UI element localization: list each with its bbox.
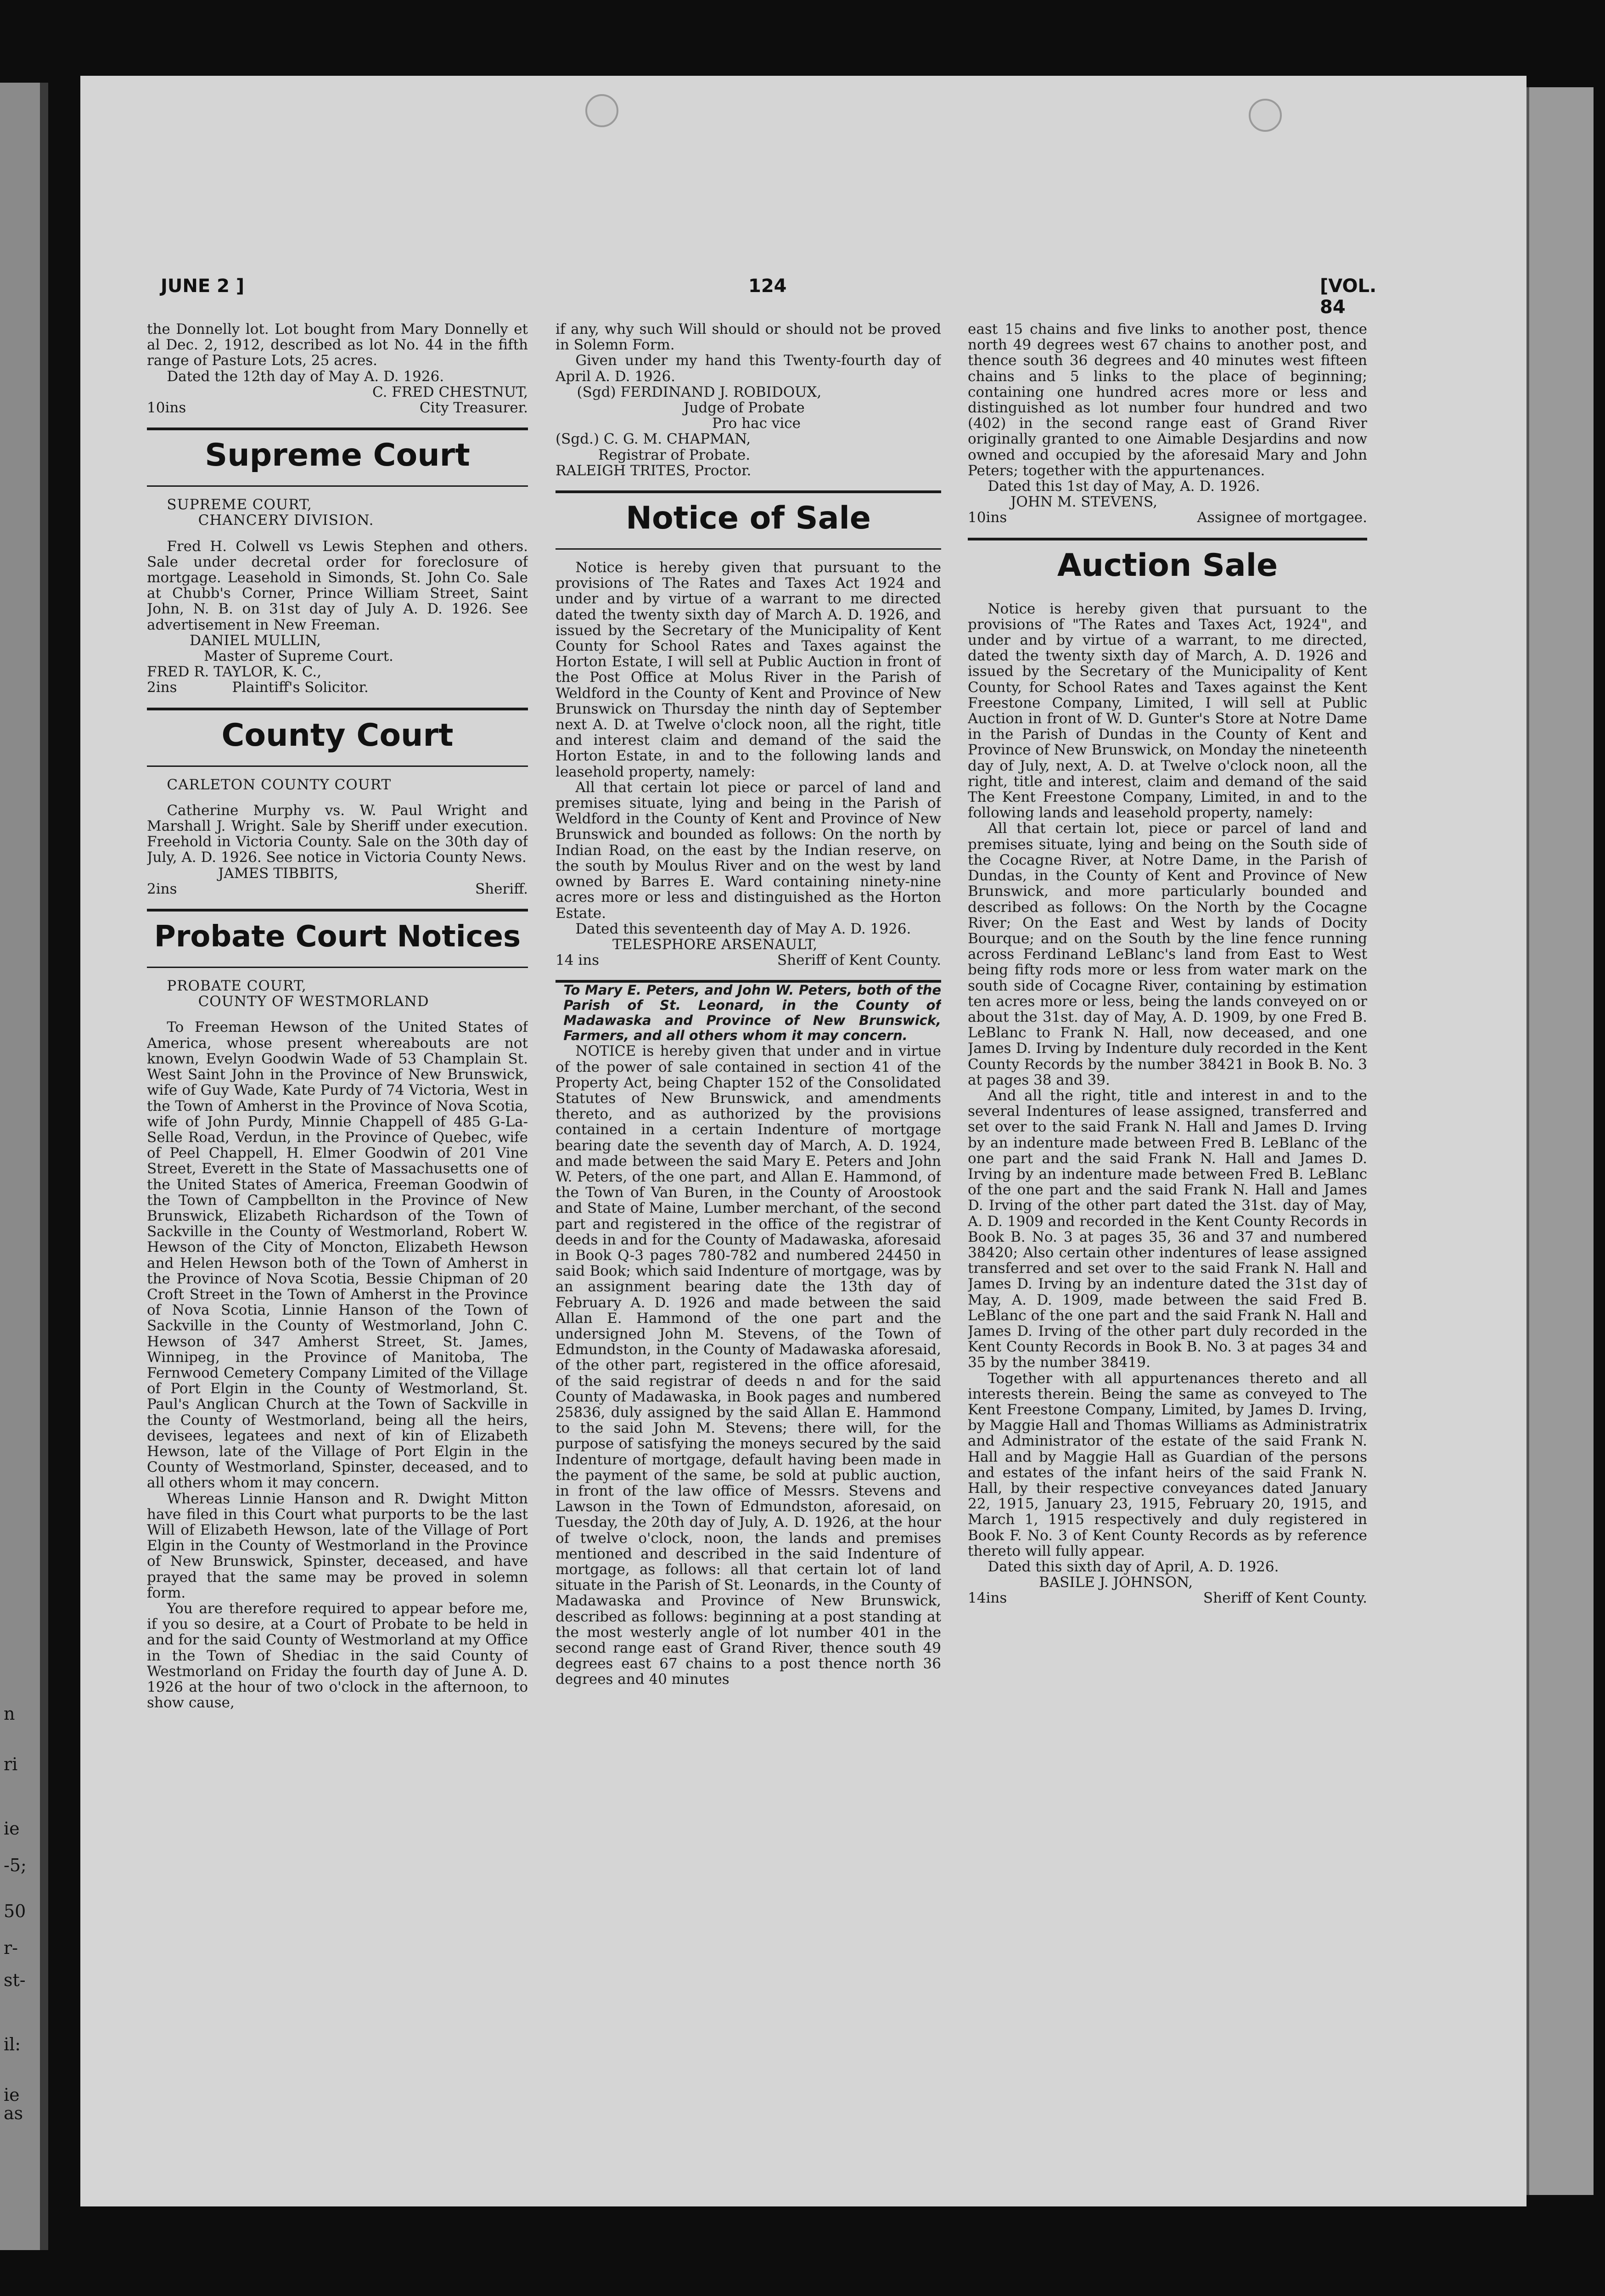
signer-title: Assignee of mortgagee. (1197, 509, 1367, 526)
signer: TELESPHORE ARSENAULT, (612, 936, 818, 953)
left-fragment: st- (4, 1970, 26, 1990)
left-fragment: ie (4, 1818, 20, 1839)
mortgage-paragraph: NOTICE is hereby given that under and in virtue of the power of sale contained in section 41 of the Property Act, being Chapter 152 of the Consolidated Statutes of New Brunswick, and amendments thereto, and as authorized by the provisions contained in a certain Indenture of mortgage bearing date the seventh day of March, A. D. 1924, and made between the said Mary E. Peters and John W. Peters, of the one part, and Allan E. Hammond, of the Town of Van Buren, in the County of Aroostook and State of Maine, Lumber merchant, of the second part and registered in the office of the registrar of deeds in and for the County of Madawaska, aforesaid in Book Q-3 pages 780-782 and numbered 24450 in said Book; which said Indenture of mortgage, was by an assignment bearing date the 13th day of February A. D. 1926 and made between the said Allan E. Hammond of the one part and the undersigned John M. Stevens, of the Town of Edmundston, in the County of Madawaska aforesaid, of the other part, registered in the office aforesaid, of the said registrar of deeds n and for the said County of Madawaska, in Book pages and numbered 25836, duly assigned by the said Allan E. Hammond to the said John M. Stevens; there will, for the purpose of satisfying the moneys secured by the said Indenture of mortgage, default having been made in the payment of the same, be sold at public auction, in front of the law office of Messrs. Stevens and Lawson in the Town of Edmundston, aforesaid, on Tuesday, the 20th day of July, A. D. 1926, at the hour of twelve o'clock, noon, the lands and premises mentioned and described in the said Indenture of mortgage, as follows: all that certain lot of land situate in the Parish of St. Leonards, in the County of Madawaska and Province of New Brunswick, described as follows: beginning at a post standing at the most westerly angle of lot number 401 in the second range east of Grand River, thence south 49 degrees east 67 chains to a post thence north 36 degrees and 40 minutes (556, 1043, 941, 1688)
insertions: 2ins (147, 880, 177, 897)
left-fragment: r- (4, 1938, 18, 1958)
insertions: 14 ins (556, 952, 600, 969)
auction-paragraph: All that certain lot, piece or parcel of land and premises situate, lying and being on the South side of the Cocagne River, at Notre Dame, in the Parish of Dundas, in the County of Kent and Province of New Brunswick, and more particularly bounded and described as follows: On the North by the Cocagne River; On the East and West by lands of Docity Bourque; and on the South by the line fence running across Ferdinand LeBlanc's land from East to West being fifty rods more or less from water mark on the south side of Cocagne River, containing by estimation ten acres more or less, being the lands conveyed on or about the 31st. day of May, A. D. 1909, by one Fred B. LeBlanc to Frank N. Hall, now deceased, and one James D. Irving by Indenture duly recorded in the Kent County Records by the number 38421 in Book B. No. 3 at pages 38 and 39. (968, 820, 1367, 1088)
signer-title: Judge of Probate (684, 400, 805, 416)
signer: C. FRED CHESTNUT, (372, 383, 528, 400)
court-name: PROBATE COURT, (167, 978, 307, 995)
signer: FRED R. TAYLOR, K. C., (147, 664, 322, 681)
top-paragraph: if any, why such Will should or should not be proved in Solemn Form. (556, 321, 941, 354)
column-2 (556, 321, 941, 2048)
left-page-edge (0, 83, 48, 2250)
left-fragment: 50 (4, 1901, 26, 1921)
sale-paragraph: Notice is hereby given that pursuant to the provisions of The Rates and Taxes Act 1924 and under and by virtue of a warrant to me directed dated the twenty sixth day of March A. D. 1926, and issued by the Secretary of the Municipality of Kent County for School Rates and Taxes against the Horton Estate, I will sell at Public Auction in front of the Post Office at Molus River in the Parish of Weldford in the County of Kent and Province of New Brunswick on Thursday the ninth day of September next A. D. at Twelve o'clock noon, all the right, title and interest claim and demand of the said the Horton Estate, in and to the following lands and leasehold property, namely: (556, 559, 941, 780)
auction-sale-heading: Auction Sale (1057, 547, 1278, 584)
insertions: 14ins (968, 1590, 1007, 1607)
probate-heading: Probate Court Notices (154, 920, 521, 954)
probate-paragraph: Whereas Linnie Hanson and R. Dwight Mitton have filed in this Court what purports to be the last Will of Elizabeth Hewson, late of the Village of Port Elgin in the County of Westmorland in the Province of New Brunswick, Spinster, deceased, and have prayed that the same may be proved in solemn form. (147, 1490, 528, 1601)
insertions: 10ins (147, 400, 186, 416)
left-page-gutter (40, 83, 48, 2250)
court-county: COUNTY OF WESTMORLAND (198, 993, 429, 1010)
left-fragment: -5; (4, 1855, 27, 1875)
signer-title: Sheriff of Kent County. (777, 952, 941, 969)
binding-hole (1249, 99, 1282, 132)
signoff-line (147, 680, 528, 695)
header-volume: [VOL. 84 (1320, 276, 1377, 318)
signer: (Sgd.) C. G. M. CHAPMAN, (556, 431, 751, 448)
signer: JAMES TIBBITS, (218, 865, 338, 882)
auction-paragraph: And all the right, title and interest in and to the several Indentures of lease assigned, transferred and set over to the said Frank N. Hall and James D. Irving by an indenture made between Fred B. LeBlanc of the one part and the said Frank N. Hall and James D. Irving by an indenture made between Fred B. LeBlanc of the one part and the said Frank N. Hall and James D. Irving of the other part dated the 31st. day of May, A. D. 1909 and recorded in the Kent County Records in Book B. No. 3 at pages 35, 36 and 37 and numbered 38420; Also certain other indentures of lease assigned transferred and set over to the said Frank N. Hall and James D. Irving by an indenture dated the 31st day of May, A. D. 1909, made between the said Fred B. LeBlanc of the one part and the said Frank N. Hall and James D. Irving of the other part duly recorded in the Kent County Records in Book B. No. 3 at pages 34 and 35 by the number 38419. (968, 1087, 1367, 1371)
top-paragraph: east 15 chains and five links to another post, thence north 49 degrees west 67 chains to another post, and thence south 36 degrees and 40 minutes west fifteen chains and 5 links to the place of beginning; containing one hundred acres more or less and distinguished as lot number four hundred and two (402) in the second range east of Grand River originally granted to one Aimable Desjardins and now owned and occupied by the aforesaid Mary and John Peters; together with the appurtenances. (968, 321, 1367, 479)
signoff-line (147, 881, 528, 897)
left-fragment: ie (4, 2085, 20, 2105)
signer: (Sgd) FERDINAND J. ROBIDOUX, (577, 383, 822, 400)
auction-paragraph: Notice is hereby given that pursuant to the provisions of "The Rates and Taxes Act, 1924", and under and by virtue of a warrant, to me directed, dated the twenty sixth day of March, A. D. 1926 and issued by the Secretary of the Municipality of Kent County, for School Rates and Taxes against the Kent Freestone Company, Limited, I will sell at Public Auction in front of W. D. Gunter's Store at Notre Dame in the Parish of Dundas in the County of Kent and Province of New Brunswick, on Monday the nineteenth day of July, next, A. D. at Twelve o'clock noon, all the right, title and interest, claim and demand of the said The Kent Freestone Company, Limited, in and to the following lands and leasehold property, namely: (968, 600, 1367, 822)
signer: BASILE J. JOHNSON, (1039, 1574, 1193, 1591)
court-name: SUPREME COURT, (167, 496, 312, 513)
left-fragment: ri (4, 1754, 18, 1774)
signer-title: Sheriff. (475, 880, 528, 897)
notice-of-sale-heading: Notice of Sale (626, 500, 871, 537)
header-page-number: 124 (748, 276, 787, 297)
court-division: CHANCERY DIVISION. (198, 512, 374, 529)
header-date: JUNE 2 ] (161, 276, 245, 297)
signer-title: Pro hac vice (712, 415, 801, 432)
insertions: 2ins (147, 679, 177, 696)
supreme-notice-body: Fred H. Colwell vs Lewis Stephen and others. Sale under decretal order for foreclosure of mortgage. Leasehold in Simonds, St. John Co. Sale at Chubb's Corner, Prince William Street, Saint John, N. B. on 31st day of July A. D. 1926. See advertisement in New Freeman. (147, 538, 528, 633)
page-header (80, 276, 1377, 318)
county-notice-body: Catherine Murphy vs. W. Paul Wright and Marshall J. Wright. Sale by Sheriff under execution. Freehold in Victoria County. Sale on the 30th day of July, A. D. 1926. See notice in Victoria County News. (147, 802, 528, 866)
column-3 (968, 321, 1367, 2048)
probate-paragraph: To Freeman Hewson of the United States of America, whose present whereabouts are not known, Evelyn Goodwin Wade of 53 Champlain St. West Saint John in the Province of New Brunswick, wife of Guy Wade, Kate Purdy of 74 Victoria, West in the Town of Amherst in the Province of Nova Scotia, wife of John Purdy, Minnie Chappell of 485 G-La-Selle Road, Verdun, in the Province of Quebec, wife of Peel Chappell, H. Elmer Goodwin of 201 Vine Street, Everett in the State of Massachusetts one of the United States of America, Freeman Goodwin of the Town of Campbellton in the Province of New Brunswick, Elizabeth Richardson of the Town of Sackville in the County of Westmorland, Robert W. Hewson of the City of Moncton, Elizabeth Hewson and Helen Hewson both of the Town of Amherst in the Province of Nova Scotia, Bessie Chipman of 20 Croft Street in the Town of Amherst in the Province of Nova Scotia, Linnie Hanson of the Town of Sackville in the County of Westmorland, John C. Hewson of 347 Amherst Street, St. James, Winnipeg, in the Province of Manitoba, The Fernwood Cemetery Company Limited of the Village of Port Elgin in the County of Westmorland, St. Paul's Anglican Church at the Town of Sackville in the County of Westmorland, being all the heirs, devisees, legatees and next of kin of Elizabeth Hewson, late of the Village of Port Elgin in the County of Westmorland, Spinster, deceased, and to all others whom it may concern. (147, 1019, 528, 1491)
sale-paragraph: All that certain lot piece or parcel of land and premises situate, lying and being in the Parish of Weldford in the County of Kent and Province of New Brunswick and bounded as follows: On the north by Indian Road, on the east by the Indian reserve, on the south by Moulus River and on the west by land owned by Barres E. Ward containing ninety-nine acres more or less and distinguished as the Horton Estate. (556, 779, 941, 922)
column-1 (147, 321, 528, 2048)
left-fragment: as (4, 2103, 23, 2123)
supreme-court-heading: Supreme Court (205, 437, 470, 474)
proctor: RALEIGH TRITES, Proctor. (556, 462, 752, 479)
sale-paragraph: Dated this seventeenth day of May A. D. 1926. (575, 920, 911, 937)
signoff-line (147, 400, 528, 416)
signer: JOHN M. STEVENS, (1010, 494, 1157, 511)
signoff-line (556, 952, 941, 968)
right-page-stack (1526, 87, 1594, 2195)
signer-title: Registrar of Probate. (598, 446, 751, 463)
county-court-heading: County Court (221, 717, 454, 754)
signer-title: Sheriff of Kent County. (1203, 1590, 1367, 1607)
signer-title: City Treasurer. (419, 400, 528, 416)
left-fragment: n (4, 1704, 15, 1724)
left-fragment: il: (4, 2034, 21, 2054)
top-paragraph: the Donnelly lot. Lot bought from Mary Donnelly et al Dec. 2, 1912, described as lot No. 44 in the fifth range of Pasture Lots, 25 acres. (147, 321, 528, 369)
signer-title: Master of Supreme Court. (204, 648, 393, 665)
signoff-line (968, 1590, 1367, 1606)
signer: DANIEL MULLIN, (190, 632, 321, 649)
dated-line: Dated this 1st day of May, A. D. 1926. (988, 478, 1260, 495)
insertions: 10ins (968, 509, 1007, 526)
signoff-line (968, 510, 1367, 525)
binding-hole (585, 94, 618, 127)
mortgage-addressees: To Mary E. Peters, and John W. Peters, both of the Parish of St. Leonard, in the County of Madawaska and Province of New Brunswick, Farmers, and all others whom it may concern. (563, 982, 941, 1044)
probate-paragraph: You are therefore required to appear before me, if you so desire, at a Court of Probate to be held in and for the said County of Westmorland at my Office in the Town of Shediac in the said County of Westmorland on Friday the fourth day of June A. D. 1926 at the hour of two o'clock in the afternoon, to show cause, (147, 1600, 528, 1711)
signer-title: Plaintiff's Solicitor. (232, 679, 369, 696)
given-line: Given under my hand this Twenty-fourth day of April A. D. 1926. (556, 352, 941, 385)
court-name: CARLETON COUNTY COURT (167, 776, 392, 793)
auction-paragraph: Together with all appurtenances thereto and all interests therein. Being the same as conveyed to The Kent Freestone Company, Limited, by James D. Irving, by Maggie Hall and Thomas Williams as Administratrix and Administrator of the estate of the said Frank N. Hall and by Maggie Hall as Guardian of the persons and estates of the infant heirs of the said Frank N. Hall, by their respective conveyances dated January 22, 1915, January 23, 1915, February 20, 1915, and March 1, 1915 respectively and duly registered in Book F. No. 3 of Kent County Records as by reference thereto will fully appear. (968, 1370, 1367, 1559)
dated-line: Dated the 12th day of May A. D. 1926. (167, 368, 444, 385)
auction-paragraph: Dated this sixth day of April, A. D. 1926. (988, 1559, 1279, 1576)
